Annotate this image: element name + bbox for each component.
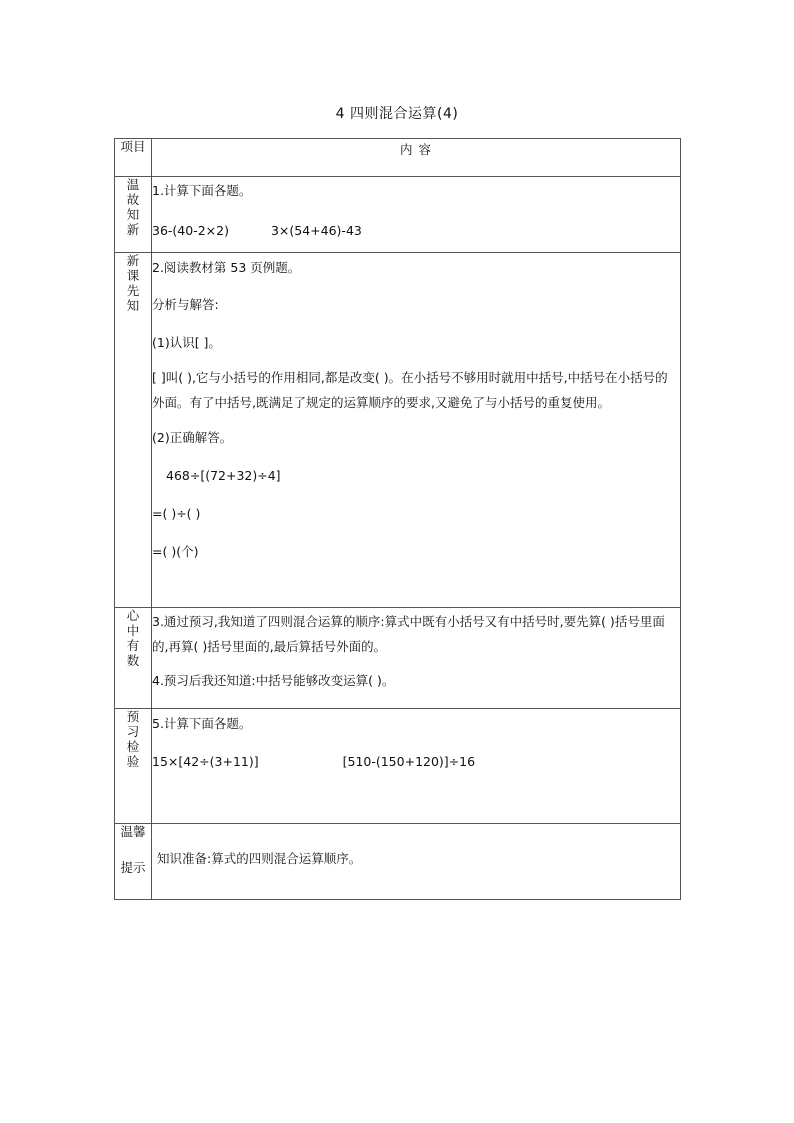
review-expr-b: 3×(54+46)-43 [270, 223, 362, 238]
table-header-row [115, 139, 681, 177]
preview-calc-3: =( )(个) [152, 544, 199, 559]
review-content [152, 177, 681, 253]
check-row [115, 709, 681, 824]
preview-label: 新课先知 [126, 253, 140, 313]
mind-question-3: 3.通过预习,我知道了四则混合运算的顺序:算式中既有小括号又有中括号时,要先算( )括号里面的,再算( )括号里面的,最后算括号外面的。 [152, 614, 665, 654]
tips-text: 知识准备:算式的四则混合运算顺序。 [157, 851, 362, 866]
mind-row [115, 608, 681, 709]
mind-question-4: 4.预习后我还知道:中括号能够改变运算( )。 [152, 673, 395, 688]
check-label: 预习检验 [126, 709, 140, 769]
mind-label: 心中有数 [126, 608, 140, 668]
preview-analysis: 分析与解答: [152, 297, 219, 312]
tips-row [115, 824, 681, 900]
review-question: 1.计算下面各题。 [152, 183, 252, 198]
page-title: 4 四则混合运算(4) [335, 106, 459, 122]
tips-label-bottom: 提示 [120, 860, 146, 875]
worksheet-table [114, 138, 681, 900]
preview-paragraph: [ ]叫( ),它与小括号的作用相同,都是改变( )。在小括号不够用时就用中括号,中括号在小括号的外面。有了中括号,既满足了规定的运算顺序的要求,又避免了与小括号的重复使用。 [152, 370, 668, 410]
check-content [152, 709, 681, 824]
review-label-cell [115, 177, 152, 253]
review-expr-a: 36-(40-2×2) [152, 223, 229, 238]
mind-content [152, 608, 681, 709]
preview-calc-1: 468÷[(72+32)÷4] [166, 468, 281, 483]
preview-content [152, 253, 681, 608]
check-expr-a: 15×[42÷(3+11)] [152, 754, 259, 769]
check-label-cell [115, 709, 152, 824]
review-label: 温故知新 [126, 177, 140, 237]
preview-part1: (1)认识[ ]。 [152, 335, 221, 350]
preview-calc-2: =( )÷( ) [152, 506, 201, 521]
check-expr-b: [510-(150+120)]÷16 [342, 754, 476, 769]
check-question: 5.计算下面各题。 [152, 716, 252, 731]
preview-label-cell [115, 253, 152, 608]
review-row [115, 177, 681, 253]
header-label: 项目 [115, 139, 152, 177]
preview-question: 2.阅读教材第 53 页例题。 [152, 260, 301, 275]
preview-part2: (2)正确解答。 [152, 430, 233, 445]
mind-label-cell [115, 608, 152, 709]
tips-content [152, 824, 681, 900]
tips-label-top: 温馨 [120, 824, 146, 839]
tips-label-cell [115, 824, 152, 900]
preview-row [115, 253, 681, 608]
check-expressions [152, 751, 680, 772]
review-expressions [152, 220, 680, 241]
header-content: 内 容 [152, 139, 681, 177]
